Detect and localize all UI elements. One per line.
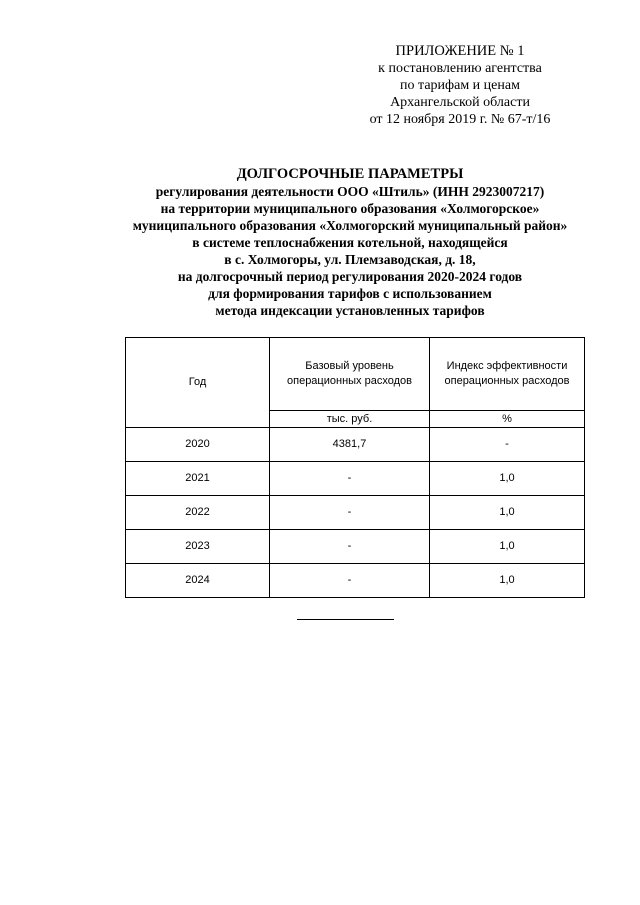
- title-heading: ДОЛГОСРОЧНЫЕ ПАРАМЕТРЫ: [236, 166, 464, 182]
- cell-year: 2023: [126, 530, 270, 564]
- unit-base: тыс. руб.: [270, 411, 430, 428]
- cell-base: 4381,7: [270, 428, 430, 462]
- table-row: [126, 496, 585, 530]
- appendix-block: [340, 43, 580, 128]
- title-line: в с. Холмогоры, ул. Племзаводская, д. 18,: [224, 252, 476, 267]
- title-line: регулирования деятельности ООО «Штиль» (ИНН 2923007217): [155, 184, 545, 199]
- cell-year: 2020: [126, 428, 270, 462]
- cell-index: 1,0: [430, 462, 585, 496]
- unit-index: %: [430, 411, 585, 428]
- table-header-row: [126, 338, 585, 411]
- cell-year: 2022: [126, 496, 270, 530]
- cell-index: 1,0: [430, 496, 585, 530]
- title-line: метода индексации установленных тарифов: [215, 303, 485, 318]
- table-row: [126, 428, 585, 462]
- header-base-level: [270, 338, 430, 411]
- cell-base: -: [270, 530, 430, 564]
- title-line: муниципального образования «Холмогорский муниципальный район»: [132, 218, 568, 233]
- cell-index: 1,0: [430, 564, 585, 598]
- title-line: для формирования тарифов с использованием: [208, 286, 492, 301]
- title-line: на территории муниципального образования «Холмогорское»: [160, 201, 540, 216]
- cell-index: -: [430, 428, 585, 462]
- cell-index: 1,0: [430, 530, 585, 564]
- cell-year: 2021: [126, 462, 270, 496]
- appendix-line: по тарифам и ценам: [400, 78, 520, 93]
- appendix-line: Архангельской области: [390, 95, 530, 110]
- cell-base: -: [270, 462, 430, 496]
- title-line: на долгосрочный период регулирования 2020-2024 годов: [177, 269, 523, 284]
- appendix-title: ПРИЛОЖЕНИЕ № 1: [395, 43, 525, 59]
- header-index-line: Индекс эффективности: [446, 360, 568, 372]
- table-row: [126, 564, 585, 598]
- cell-base: -: [270, 564, 430, 598]
- document-title: [70, 166, 630, 319]
- appendix-line: к постановлению агентства: [378, 61, 542, 76]
- cell-base: -: [270, 496, 430, 530]
- appendix-date-number: от 12 ноября 2019 г. № 67-т/16: [369, 112, 551, 127]
- table-row: [126, 530, 585, 564]
- closing-divider: [297, 619, 394, 620]
- title-line: в системе теплоснабжения котельной, находящейся: [192, 235, 508, 250]
- header-base-line: Базовый уровень: [305, 360, 394, 372]
- parameters-table: [125, 337, 585, 598]
- table-row: [126, 462, 585, 496]
- header-year: Год: [126, 338, 270, 428]
- header-base-line: операционных расходов: [287, 375, 412, 387]
- header-efficiency-index: [430, 338, 585, 411]
- cell-year: 2024: [126, 564, 270, 598]
- header-index-line: операционных расходов: [444, 375, 570, 387]
